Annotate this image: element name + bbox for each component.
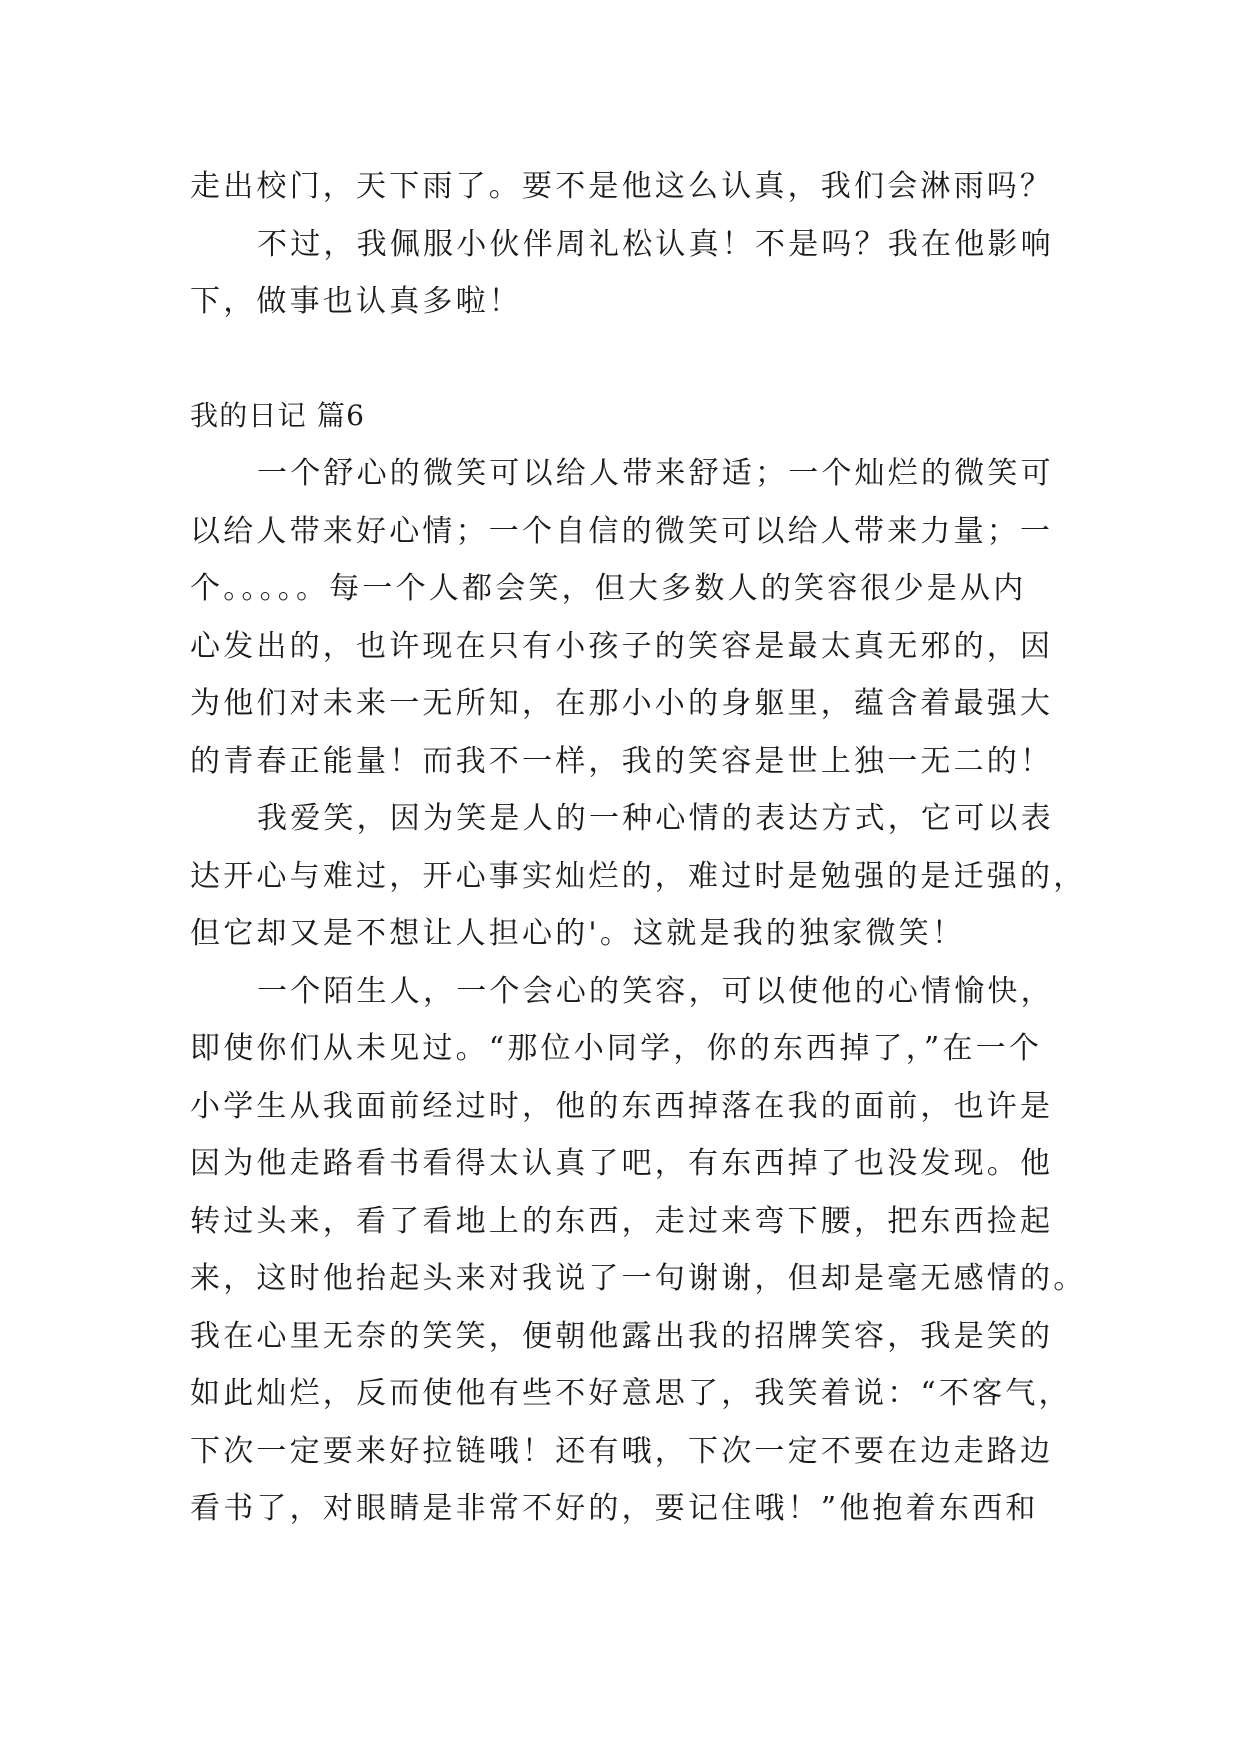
text-line: 下次一定要来好拉链哦！还有哦，下次一定不要在边走路边 (190, 1433, 1054, 1469)
body-paragraphs (190, 445, 1087, 1538)
text-line: 以给人带来好心情；一个自信的微笑可以给人带来力量；一 (190, 513, 1054, 549)
text-line: 走出校门，天下雨了。要不是他这么认真，我们会淋雨吗？ (190, 169, 1054, 204)
text-line: 下，做事也认真多啦！ (190, 284, 522, 319)
text-line: 来，这时他抬起头来对我说了一句谢谢，但却是毫无感情的。 (190, 1261, 1087, 1296)
text-line: 如此灿烂，反而使他有些不好意思了，我笑着说：“不客气， (190, 1376, 1072, 1411)
text-line: 但它却又是不想让人担心的'。这就是我的独家微笑！ (190, 916, 966, 951)
text-line: 个。。。。。每一个人都会笑，但大多数人的笑容很少是从内 (190, 571, 1027, 606)
text-line: 小学生从我面前经过时，他的东西掉落在我的面前，也许是 (190, 1088, 1054, 1124)
text-line: 的青春正能量！而我不一样，我的笑容是世上独一无二的！ (190, 743, 1054, 779)
section-heading: 我的日记 篇6 (190, 399, 366, 432)
text-line: 不过，我佩服小伙伴周礼松认真！不是吗？我在他影响 (257, 226, 1054, 262)
text-line: 为他们对未来一无所知，在那小小的身躯里，蕴含着最强大 (190, 686, 1054, 721)
text-line: 心发出的，也许现在只有小孩子的笑容是最太真无邪的，因 (190, 628, 1054, 664)
section-heading-container (190, 391, 1050, 441)
text-line: 转过头来，看了看地上的东西，走过来弯下腰，把东西捡起 (190, 1203, 1054, 1239)
text-line: 我在心里无奈的笑笑，便朝他露出我的招牌笑容，我是笑的 (190, 1318, 1054, 1354)
text-line: 达开心与难过，开心事实灿烂的，难过时是勉强的是迁强的， (190, 858, 1087, 894)
text-line: 一个舒心的微笑可以给人带来舒适；一个灿烂的微笑可 (257, 456, 1054, 491)
top-paragraphs (190, 158, 1054, 331)
text-line: 即使你们从未见过。“那位小同学，你的东西掉了，”在一个 (190, 1031, 1043, 1066)
text-line: 看书了，对眼睛是非常不好的，要记住哦！”他抱着东西和 (190, 1491, 1039, 1526)
text-line: 因为他走路看书看得太认真了吧，有东西掉了也没发现。他 (190, 1146, 1054, 1181)
text-line: 一个陌生人，一个会心的笑容，可以使他的心情愉快， (257, 973, 1054, 1009)
text-line: 我爱笑，因为笑是人的一种心情的表达方式，它可以表 (257, 801, 1054, 836)
